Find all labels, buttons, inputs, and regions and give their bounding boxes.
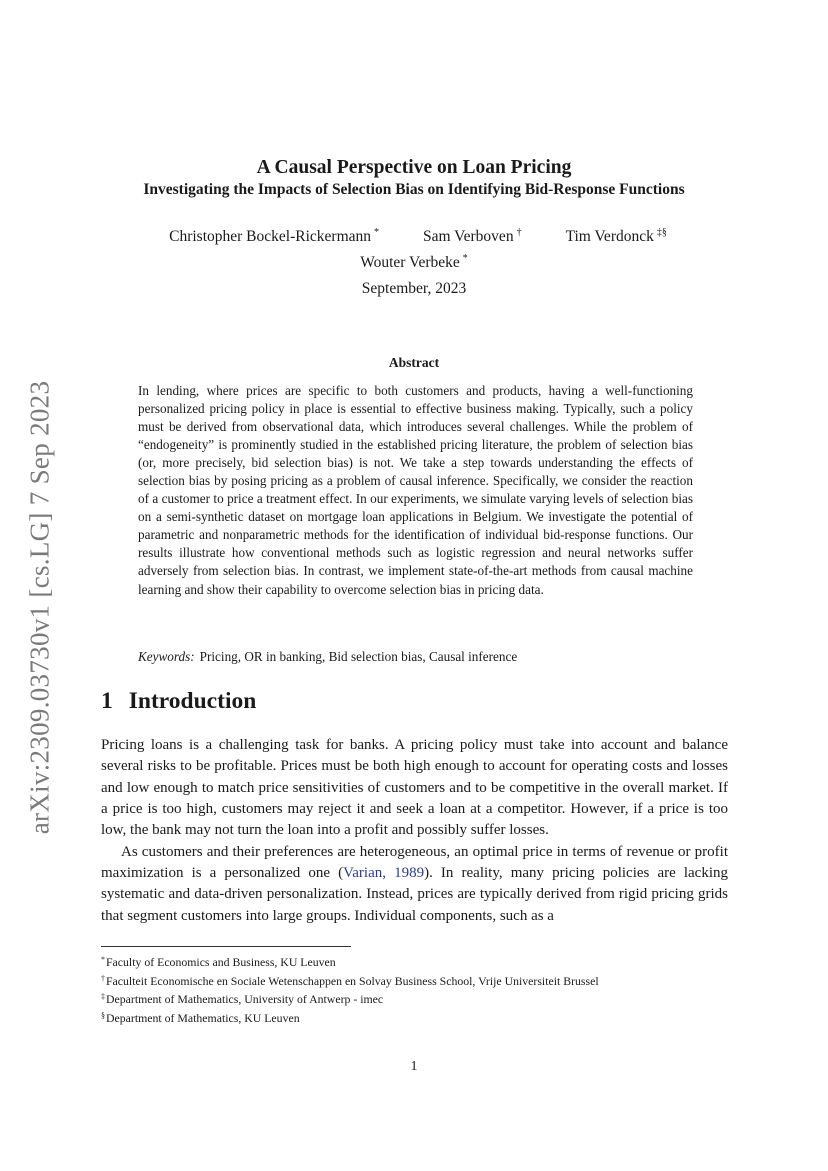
author: Christopher Bockel-Rickermann * [169,227,380,245]
keywords [138,649,693,665]
section-title: Introduction [128,688,257,714]
paper-subtitle: Investigating the Impacts of Selection Bias on Identifying Bid-Response Functions [143,181,685,198]
author-list [100,222,728,274]
arxiv-stamp-text: arXiv:2309.03730v1 [cs.LG] 7 Sep 2023 [24,380,55,834]
abstract-heading: Abstract [388,355,440,370]
body-text [101,735,728,927]
paper-date: September, 2023 [361,280,467,297]
footnote: *Faculty of Economics and Business, KU Leuven [101,955,336,969]
author: Tim Verdonck ‡§ [565,227,667,245]
author: Sam Verboven † [423,227,522,245]
footnote: §Department of Mathematics, KU Leuven [101,1010,300,1025]
paragraph: Pricing loans is a challenging task for banks. A pricing policy must take into account and balance several risks to be profitable. Prices must be both high enough to account for operating costs and losses and low enough to match price sensitivities of customers and to be competitive in the overall market. If a price is too high, customers may reject it and seek a loan at a competitor. However, if a price is too low, the bank may not turn the loan into a profit and possibly suffer losses. [101,737,728,839]
abstract-text: In lending, where prices are specific to both customers and products, having a well-functioning personalized pricing policy in place is essential to effective business making. Typically, such a policy must be derived from observational data, which introduces several challenges. While the problem of “endogeneity” is prominently studied in the established pricing literature, the problem of selection bias (or, more precisely, bid selection bias) is not. We take a step towards understanding the effects of selection bias by posing pricing as a problem of causal inference. Specifically, we consider the reaction of a customer to price a treatment effect. In our experiments, we simulate varying levels of selection bias on a semi-synthetic dataset on mortgage loan applications in Belgium. We investigate the potential of parametric and nonparametric methods for the identification of individual bid-response functions. Our results illustrate how conventional methods such as logistic regression and neural networks suffer adversely from selection bias. In contrast, we implement state-of-the-art methods from causal machine learning and show their capability to overcome selection bias in pricing data. [138,383,693,597]
arxiv-stamp [20,372,60,842]
footnote: ‡Department of Mathematics, University of Antwerp - imec [101,992,384,1007]
paragraph: As customers and their preferences are heterogeneous, an optimal price in terms of revenue or profit maximization is a personalized one (Varian, 1989). In reality, many pricing policies are lacking systematic and data-driven personalization. Instead, prices are typically derived from rigid pricing grids that segment customers into large groups. Individual components, such as a [101,843,729,924]
section-heading [101,688,256,715]
section-number: 1 [101,688,113,714]
footnote-divider [101,946,351,947]
footnote: †Faculteit Economische en Sociale Wetenschappen en Solvay Business School, Vrije Universiteit Brussel [101,973,599,988]
citation-link[interactable]: Varian, 1989 [343,865,425,882]
keywords-list: Pricing, OR in banking, Bid selection bias, Causal inference [199,649,518,664]
page-number: 1 [410,1059,418,1074]
keywords-label: Keywords: [138,649,195,664]
author: Wouter Verbeke * [360,253,468,271]
footnotes [101,952,728,1026]
paper-title: A Causal Perspective on Loan Pricing [256,157,572,178]
title-block [100,156,728,200]
